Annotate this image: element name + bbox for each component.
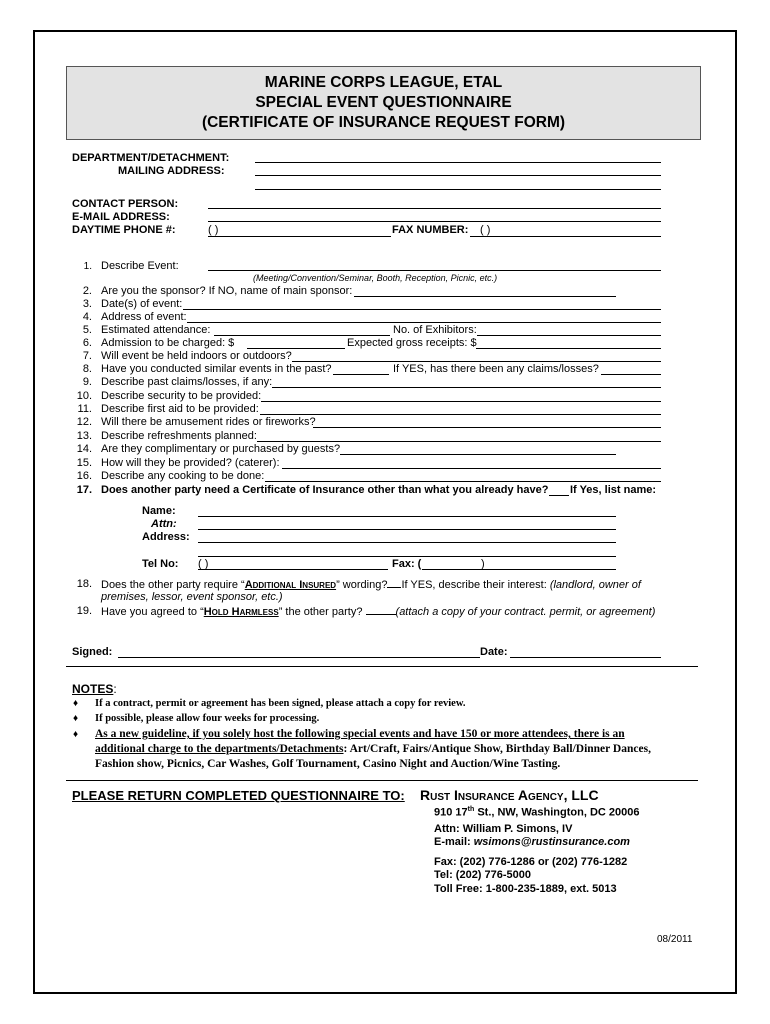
- q6b-label: Expected gross receipts: $: [347, 337, 477, 349]
- q8b-field[interactable]: [601, 374, 661, 375]
- agency-tel: Tel: (202) 776-5000: [434, 869, 532, 881]
- q10-label: Describe security to be provided:: [101, 390, 262, 402]
- q1-hint: (Meeting/Convention/Seminar, Booth, Reception, Picnic, etc.): [253, 273, 498, 283]
- mailing-label: MAILING ADDRESS:: [118, 165, 225, 177]
- agency-email-row: [434, 836, 630, 849]
- op-attn-field[interactable]: [198, 529, 616, 530]
- q8-label: Have you conducted similar events in the past?: [101, 363, 332, 375]
- q1-field[interactable]: [208, 270, 661, 271]
- q8-number: 8.: [82, 363, 92, 375]
- agency-email[interactable]: wsimons@rustinsurance.com: [473, 836, 630, 848]
- q10-number: 10.: [76, 390, 92, 402]
- q18-number: 18.: [76, 578, 92, 590]
- q5b-label: No. of Exhibitors:: [393, 324, 477, 336]
- q5-number: 5.: [82, 324, 92, 336]
- note-2: If possible, please allow four weeks for processing.: [95, 713, 320, 724]
- q19-number: 19.: [76, 605, 92, 617]
- q2-label: Are you the sponsor? If NO, name of main sponsor:: [101, 285, 353, 297]
- title-line-1: MARINE CORPS LEAGUE, ETAL: [264, 74, 503, 91]
- q15-field[interactable]: [282, 468, 661, 469]
- q14-number: 14.: [76, 443, 92, 455]
- mailing-field-2[interactable]: [255, 189, 661, 190]
- op-fax-label: Fax: (: [392, 558, 422, 570]
- q8-field[interactable]: [333, 374, 389, 375]
- notes-heading-text: NOTES: [72, 682, 114, 696]
- q3-number: 3.: [82, 298, 92, 310]
- q18-mid: If YES, describe their interest:: [401, 579, 547, 591]
- op-address-label: Address:: [142, 531, 190, 543]
- q16-label: Describe any cooking to be done:: [101, 470, 265, 482]
- diamond-bullet-icon: ♦: [73, 698, 79, 709]
- q7-label: Will event be held indoors or outdoors?: [101, 350, 292, 362]
- q6-number: 6.: [82, 337, 92, 349]
- q12-number: 12.: [76, 416, 92, 428]
- q7-number: 7.: [82, 350, 92, 362]
- q6-label: Admission to be charged: $: [101, 337, 235, 349]
- q17-label: Does another party need a Certificate of Insurance other than what you already have?: [101, 484, 549, 496]
- op-name-field[interactable]: [198, 516, 616, 517]
- title-line-3: (CERTIFICATE OF INSURANCE REQUEST FORM): [201, 114, 566, 131]
- q16-number: 16.: [76, 470, 92, 482]
- op-fax-close: ): [481, 558, 485, 570]
- fax-field[interactable]: [470, 236, 661, 237]
- date-field[interactable]: [510, 657, 661, 658]
- q3-label: Date(s) of event:: [101, 298, 183, 310]
- q13-label: Describe refreshments planned:: [101, 430, 257, 442]
- q8b-label: If YES, has there been any claims/losses?: [393, 363, 599, 375]
- agency-address: [434, 803, 640, 820]
- q3-field[interactable]: [183, 309, 661, 310]
- revision-date: 08/2011: [657, 934, 693, 945]
- q6-field[interactable]: [247, 348, 345, 349]
- q1-label: Describe Event:: [101, 260, 179, 272]
- note-3-line-3: Fashion show, Picnics, Car Washes, Golf Tournament, Casino Night and Auction/Wine Tasting.: [95, 758, 561, 770]
- agency-address-pre: 910 17: [434, 806, 468, 819]
- email-label: E-MAIL ADDRESS:: [72, 211, 170, 223]
- q18-text: [101, 578, 641, 592]
- q10-field[interactable]: [261, 401, 661, 402]
- q18-pre: Does the other party require “: [101, 579, 245, 591]
- signed-field[interactable]: [118, 657, 480, 658]
- q5b-field[interactable]: [477, 335, 661, 336]
- q4-label: Address of event:: [101, 311, 187, 323]
- return-label: PLEASE RETURN COMPLETED QUESTIONNAIRE TO:: [72, 788, 405, 803]
- q19-text: [101, 605, 655, 619]
- op-name-label: Name:: [142, 505, 176, 517]
- q19-field[interactable]: [366, 605, 396, 615]
- diamond-bullet-icon: ♦: [73, 729, 79, 740]
- op-tel-area: ( ): [198, 558, 209, 570]
- q14-field[interactable]: [340, 454, 616, 455]
- department-label: DEPARTMENT/DETACHMENT:: [72, 152, 230, 164]
- notes-heading-colon: :: [113, 682, 117, 696]
- q13-field[interactable]: [257, 441, 661, 442]
- q13-number: 13.: [76, 430, 92, 442]
- diamond-bullet-icon: ♦: [73, 713, 79, 724]
- q16-field[interactable]: [265, 481, 661, 482]
- department-field[interactable]: [255, 162, 661, 163]
- q1-number: 1.: [83, 261, 92, 272]
- q12-label: Will there be amusement rides or fireworks?: [101, 416, 316, 428]
- q11-number: 11.: [77, 403, 92, 415]
- q18-additional-insured: Additional Insured: [244, 579, 337, 591]
- q19-italic: (attach a copy of your contract. permit, or agreement): [395, 606, 656, 618]
- q5-label: Estimated attendance:: [101, 324, 211, 336]
- q17-field[interactable]: [549, 495, 569, 496]
- agency-address-post: St., NW, Washington, DC 20006: [474, 806, 640, 819]
- agency-tollfree: Toll Free: 1-800-235-1889, ext. 5013: [434, 883, 617, 895]
- q15-label: How will they be provided? (caterer):: [101, 457, 280, 469]
- title-line-2: SPECIAL EVENT QUESTIONNAIRE: [255, 94, 512, 111]
- q18-italic-1: (landlord, owner of: [549, 579, 641, 591]
- phone-label: DAYTIME PHONE #:: [72, 224, 176, 236]
- q4-field[interactable]: [187, 322, 661, 323]
- q15-number: 15.: [76, 457, 92, 469]
- note-3-underlined: additional charge to the departments/Detachments: [95, 743, 344, 755]
- agency-address-sup: th: [467, 806, 475, 813]
- phone-field[interactable]: [208, 236, 391, 237]
- phone-area: ( ): [208, 224, 219, 236]
- q9-field[interactable]: [272, 387, 661, 388]
- agency-attn: Attn: William P. Simons, IV: [434, 823, 573, 835]
- contact-label: CONTACT PERSON:: [72, 198, 179, 210]
- q7-field[interactable]: [292, 361, 661, 362]
- q19-pre: Have you agreed to “: [101, 606, 204, 618]
- op-fax-field[interactable]: [422, 569, 616, 570]
- divider-1: [66, 666, 698, 667]
- q18-field[interactable]: [387, 578, 401, 588]
- note-3-list: : Art/Craft, Fairs/Antique Show, Birthday Ball/Dinner Dances,: [343, 743, 651, 755]
- q12-field[interactable]: [313, 427, 661, 428]
- notes-heading: [72, 683, 117, 696]
- q19-post: ” the other party?: [278, 606, 363, 618]
- fax-area: ( ): [480, 224, 491, 236]
- q17b-label: If Yes, list name:: [570, 484, 657, 496]
- agency-email-label: E-mail:: [434, 836, 474, 848]
- q5-field[interactable]: [214, 335, 390, 336]
- op-address-field-2[interactable]: [198, 556, 616, 557]
- fax-label: FAX NUMBER:: [392, 224, 469, 236]
- q11-field[interactable]: [260, 414, 661, 415]
- note-3-line-1: As a new guideline, if you solely host the following special events and have 150 or more attendees, there is an: [95, 728, 625, 740]
- q18-italic-2: premises, lessor, event sponsor, etc.): [101, 591, 283, 603]
- q2-field[interactable]: [354, 296, 616, 297]
- op-address-field-1[interactable]: [198, 542, 616, 543]
- q14-label: Are they complimentary or purchased by guests?: [101, 443, 341, 455]
- signed-label: Signed:: [72, 646, 113, 658]
- note-3-line-2: [95, 742, 651, 757]
- op-tel-field[interactable]: [198, 569, 388, 570]
- email-field[interactable]: [208, 221, 661, 222]
- op-tel-label: Tel No:: [142, 558, 179, 570]
- q4-number: 4.: [82, 311, 92, 323]
- mailing-field-1[interactable]: [255, 175, 661, 176]
- date-label: Date:: [480, 646, 508, 658]
- q9-number: 9.: [82, 376, 92, 388]
- q19-hold-harmless: Hold Harmless: [203, 606, 279, 618]
- note-1: If a contract, permit or agreement has been signed, please attach a copy for review.: [95, 698, 466, 709]
- agency-fax: Fax: (202) 776-1286 or (202) 776-1282: [434, 856, 628, 868]
- q2-number: 2.: [82, 285, 92, 297]
- q18-post: ” wording?: [336, 579, 388, 591]
- q11-label: Describe first aid to be provided:: [101, 403, 259, 415]
- title-box: [66, 66, 701, 140]
- contact-field[interactable]: [208, 208, 661, 209]
- op-attn-label: Attn:: [151, 518, 177, 530]
- agency-name: Rust Insurance Agency, LLC: [420, 787, 599, 803]
- q9-label: Describe past claims/losses, if any:: [101, 376, 273, 388]
- q17-number: 17.: [76, 484, 92, 496]
- q6b-field[interactable]: [476, 348, 661, 349]
- divider-2: [66, 780, 698, 781]
